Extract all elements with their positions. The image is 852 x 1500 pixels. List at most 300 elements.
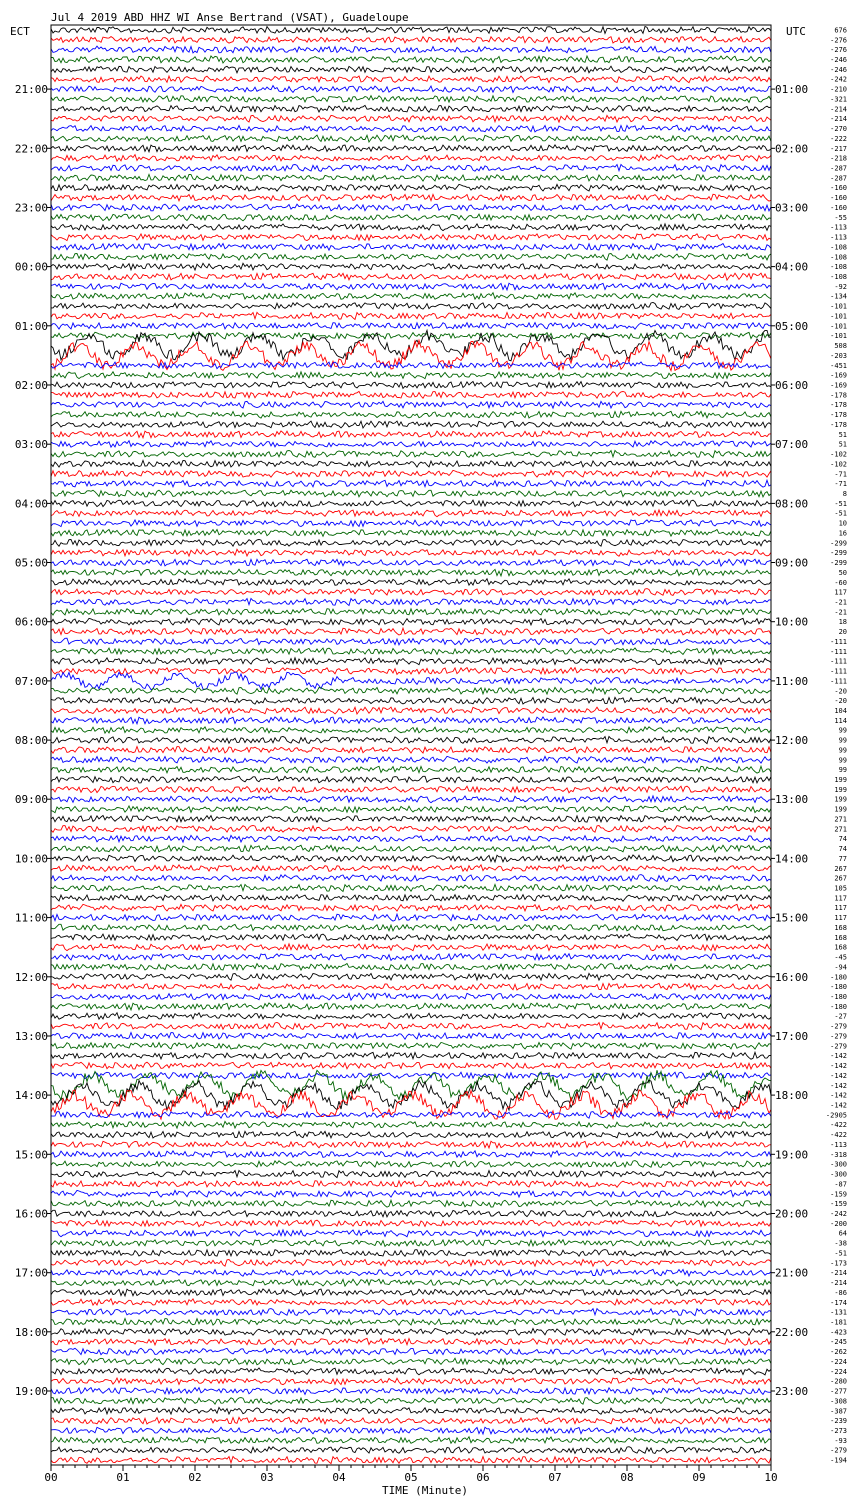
trace-offset-label: 114 [834, 716, 847, 725]
trace-offset-label: 267 [834, 864, 847, 873]
trace-line [51, 254, 771, 261]
trace-line [51, 1299, 771, 1306]
trace-line [51, 174, 771, 181]
trace-offset-label: -111 [830, 677, 847, 686]
left-hour-label: 13:00 [14, 1030, 48, 1043]
trace-offset-label: -300 [830, 1160, 847, 1169]
trace-line [51, 303, 771, 310]
trace-offset-label: -280 [830, 1377, 847, 1386]
x-tick-label: 08 [620, 1471, 634, 1484]
left-hour-label: 10:00 [14, 852, 48, 866]
trace-offset-label: -242 [830, 1210, 847, 1218]
trace-offset-label: -160 [830, 184, 847, 193]
trace-line [51, 1131, 771, 1138]
trace-line [51, 1161, 771, 1168]
trace-offset-label: -102 [830, 450, 847, 459]
trace-offset-label: 199 [834, 805, 847, 814]
trace-line [51, 1171, 771, 1178]
trace-line [51, 835, 771, 842]
trace-line [51, 964, 771, 971]
trace-offset-label: -246 [830, 65, 847, 74]
trace-line [51, 1437, 771, 1444]
trace-line [51, 460, 771, 467]
trace-line [51, 194, 771, 201]
trace-offset-label: -111 [830, 647, 847, 656]
trace-line [51, 1052, 771, 1059]
right-hour-label: 18:00 [775, 1089, 809, 1103]
trace-offset-label: 64 [838, 1229, 847, 1238]
left-hour-label: 08:00 [14, 734, 48, 748]
trace-offset-label: -142 [830, 1101, 847, 1110]
trace-offset-label: -194 [830, 1456, 847, 1465]
trace-offset-label: -113 [830, 1141, 847, 1149]
trace-line [51, 1378, 771, 1385]
trace-offset-label: 117 [834, 588, 847, 597]
trace-line [51, 135, 771, 142]
left-axis-label: ECT [10, 25, 30, 38]
right-hour-label: 08:00 [775, 497, 809, 511]
trace-line [51, 263, 771, 270]
trace-offset-label: 168 [834, 943, 847, 952]
trace-offset-label: -169 [830, 381, 847, 390]
trace-line [51, 1023, 771, 1030]
trace-line [51, 1072, 771, 1079]
trace-offset-label: -224 [830, 1357, 847, 1366]
trace-offset-label: -321 [830, 95, 847, 104]
trace-line [51, 1190, 771, 1197]
trace-line [51, 401, 771, 408]
right-hour-label: 15:00 [775, 911, 809, 925]
trace-offset-label: -111 [830, 637, 847, 646]
trace-line [51, 816, 771, 823]
trace-offset-label: -180 [830, 993, 847, 1001]
trace-line [51, 470, 771, 477]
trace-offset-label: -279 [830, 1022, 847, 1031]
trace-offset-label: 51 [838, 430, 847, 439]
trace-line [51, 1309, 771, 1316]
trace-line [51, 480, 771, 487]
left-hour-label: 11:00 [14, 911, 48, 925]
right-hour-label: 14:00 [775, 852, 809, 866]
trace-line [51, 737, 771, 744]
trace-offset-label: -86 [834, 1288, 847, 1297]
x-tick-label: 00 [44, 1471, 58, 1484]
trace-line [51, 658, 771, 665]
right-hour-label: 05:00 [775, 319, 809, 333]
trace-line [51, 145, 771, 152]
trace-offset-label: -131 [830, 1308, 847, 1317]
trace-line [51, 125, 771, 132]
right-hour-label: 17:00 [775, 1030, 809, 1043]
trace-offset-label: -178 [830, 391, 847, 400]
trace-line [51, 569, 771, 576]
trace-line [51, 155, 771, 162]
right-hour-label: 11:00 [775, 674, 809, 688]
trace-offset-label: -94 [834, 963, 847, 972]
trace-line [51, 1338, 771, 1345]
left-hour-label: 22:00 [14, 142, 48, 156]
trace-line [51, 1417, 771, 1424]
trace-offset-label: 267 [834, 874, 847, 883]
trace-line [51, 983, 771, 990]
trace-line [51, 766, 771, 773]
trace-line [51, 451, 771, 458]
trace-offset-label: -142 [830, 1062, 847, 1070]
left-hour-label: 06:00 [14, 615, 48, 629]
trace-line [51, 914, 771, 921]
left-hour-label: 18:00 [14, 1325, 48, 1339]
trace-line [51, 283, 771, 290]
trace-offset-label: -51 [834, 499, 847, 508]
trace-offset-label: -422 [830, 1121, 847, 1130]
trace-offset-label: -160 [830, 204, 847, 212]
trace-group [51, 27, 771, 1464]
trace-offset-label: -214 [830, 115, 847, 124]
trace-line [51, 1230, 771, 1237]
trace-line [51, 1447, 771, 1454]
right-hour-label: 02:00 [775, 142, 809, 156]
trace-line [51, 1220, 771, 1227]
trace-line [51, 885, 771, 892]
trace-line [51, 184, 771, 191]
trace-offset-label: -142 [830, 1052, 847, 1061]
trace-line [51, 786, 771, 793]
trace-line [51, 431, 771, 438]
trace-line [51, 1457, 771, 1464]
trace-line [51, 599, 771, 606]
trace-line [51, 520, 771, 527]
trace-line [51, 530, 771, 537]
trace-offset-label: 168 [834, 924, 847, 932]
left-hour-label: 21:00 [14, 83, 48, 97]
trace-line [51, 559, 771, 566]
left-hour-label: 07:00 [14, 674, 48, 688]
right-hour-label: 04:00 [775, 260, 809, 274]
trace-offset-label: -387 [830, 1407, 847, 1416]
trace-line [51, 944, 771, 951]
trace-offset-label: -113 [830, 233, 847, 242]
trace-offset-label: 74 [838, 835, 847, 844]
trace-offset-label: -299 [830, 539, 847, 548]
trace-offset-label: -181 [830, 1318, 847, 1327]
trace-offset-label: -2905 [825, 1111, 847, 1120]
trace-offset-label: -218 [830, 154, 847, 163]
chart-title: Jul 4 2019 ABD HHZ WI Anse Bertrand (VSAT), Guadeloupe [51, 11, 409, 24]
trace-offset-label: -101 [830, 322, 847, 331]
trace-offset-label: -180 [830, 983, 847, 992]
offset-labels [826, 26, 847, 1464]
trace-offset-label: -113 [830, 223, 847, 232]
trace-line [51, 510, 771, 517]
trace-line [51, 934, 771, 941]
trace-line [51, 618, 771, 625]
trace-offset-label: -45 [834, 953, 847, 962]
trace-offset-label: -108 [830, 243, 847, 252]
trace-offset-label: 99 [838, 766, 847, 775]
trace-line [51, 875, 771, 882]
trace-line [51, 707, 771, 714]
right-hour-label: 22:00 [775, 1325, 809, 1339]
trace-line [51, 1279, 771, 1286]
trace-offset-label: -299 [830, 559, 847, 567]
trace-line [51, 648, 771, 655]
trace-line [51, 865, 771, 872]
trace-offset-label: -102 [830, 460, 847, 469]
trace-line [51, 1260, 771, 1267]
trace-line [51, 66, 771, 73]
left-hour-label: 05:00 [14, 556, 48, 570]
trace-line [51, 776, 771, 783]
trace-line [51, 1368, 771, 1375]
trace-line [51, 391, 771, 398]
trace-line [51, 1210, 771, 1217]
trace-line [51, 382, 771, 389]
trace-offset-label: -174 [830, 1298, 847, 1307]
trace-offset-label: -262 [830, 1348, 847, 1357]
right-hour-label: 23:00 [775, 1385, 809, 1398]
trace-line [51, 1348, 771, 1355]
trace-offset-label: 74 [838, 845, 847, 854]
right-hour-label: 03:00 [775, 201, 809, 215]
trace-offset-label: -200 [830, 1219, 847, 1228]
trace-line [51, 243, 771, 250]
left-hour-label: 16:00 [14, 1207, 48, 1221]
trace-line [51, 323, 771, 330]
trace-offset-label: 271 [834, 825, 847, 834]
trace-line [51, 1181, 771, 1188]
trace-offset-label: 117 [834, 914, 847, 923]
trace-offset-label: -108 [830, 263, 847, 272]
trace-line [51, 372, 771, 379]
trace-line [51, 756, 771, 763]
trace-offset-label: -214 [830, 1279, 847, 1287]
trace-line [51, 165, 771, 172]
trace-offset-label: 271 [834, 815, 847, 824]
trace-offset-label: -20 [834, 687, 847, 696]
trace-line [51, 1398, 771, 1405]
trace-offset-label: -178 [830, 401, 847, 410]
trace-offset-label: 51 [838, 440, 847, 449]
trace-offset-label: 77 [838, 854, 847, 863]
left-hour-label: 23:00 [14, 201, 48, 215]
trace-line [51, 609, 771, 616]
trace-line [51, 224, 771, 231]
right-axis-label: UTC [786, 25, 806, 38]
trace-line [51, 1319, 771, 1326]
trace-line [51, 56, 771, 63]
x-tick-label: 04 [332, 1471, 346, 1484]
trace-line [51, 855, 771, 862]
x-tick-label: 01 [116, 1471, 130, 1484]
trace-offset-label: -246 [830, 56, 847, 64]
trace-offset-label: -270 [830, 125, 847, 134]
trace-offset-label: 105 [834, 884, 847, 893]
right-hour-label: 10:00 [775, 615, 809, 629]
trace-offset-label: -224 [830, 1367, 847, 1376]
trace-line [51, 214, 771, 221]
trace-line [51, 1250, 771, 1257]
trace-offset-label: -287 [830, 164, 847, 173]
trace-offset-label: -222 [830, 134, 847, 143]
trace-offset-label: -27 [834, 1012, 847, 1021]
x-tick-label: 02 [188, 1471, 202, 1484]
trace-offset-label: 676 [834, 26, 847, 35]
trace-offset-label: -217 [830, 144, 847, 153]
x-tick-label: 10 [764, 1471, 778, 1484]
trace-offset-label: -111 [830, 657, 847, 666]
right-hour-label: 06:00 [775, 379, 809, 392]
trace-line [51, 332, 771, 339]
trace-line [51, 96, 771, 103]
trace-offset-label: -210 [830, 85, 847, 94]
trace-offset-label: -423 [830, 1328, 847, 1337]
trace-line [51, 697, 771, 704]
left-hour-label: 19:00 [14, 1385, 48, 1398]
trace-offset-label: -214 [830, 105, 847, 114]
trace-offset-label: 199 [834, 795, 847, 804]
x-axis [44, 1465, 777, 1484]
trace-line [51, 1121, 771, 1128]
trace-line [51, 1013, 771, 1020]
trace-line [51, 806, 771, 813]
trace-offset-label: -20 [834, 697, 847, 706]
trace-line [51, 826, 771, 833]
trace-offset-label: -108 [830, 273, 847, 281]
left-hour-label: 01:00 [14, 319, 48, 333]
trace-line [51, 747, 771, 754]
trace-line [51, 1407, 771, 1414]
trace-offset-label: 99 [838, 726, 847, 735]
trace-offset-label: -21 [834, 598, 847, 607]
trace-line [51, 589, 771, 596]
x-tick-label: 07 [548, 1471, 562, 1484]
trace-line [51, 1033, 771, 1040]
trace-offset-label: 117 [834, 904, 847, 913]
trace-line [51, 954, 771, 961]
trace-line [51, 1269, 771, 1276]
trace-line [51, 579, 771, 586]
trace-offset-label: -55 [834, 213, 847, 222]
trace-offset-label: -180 [830, 1002, 847, 1011]
trace-offset-label: -451 [830, 361, 847, 370]
trace-offset-label: -71 [834, 480, 847, 489]
left-hour-label: 02:00 [14, 379, 48, 392]
trace-line [51, 204, 771, 211]
trace-offset-label: 104 [834, 707, 847, 715]
trace-line [51, 717, 771, 724]
right-hour-label: 13:00 [775, 793, 809, 807]
trace-offset-label: -169 [830, 371, 847, 380]
right-hour-label: 01:00 [775, 83, 809, 97]
trace-offset-label: -308 [830, 1397, 847, 1406]
trace-offset-label: -214 [830, 1269, 847, 1278]
trace-offset-label: -101 [830, 332, 847, 341]
x-tick-label: 09 [692, 1471, 706, 1484]
trace-offset-label: -92 [834, 282, 847, 291]
trace-offset-label: -142 [830, 1091, 847, 1100]
left-hour-label: 09:00 [14, 793, 48, 807]
trace-offset-label: 99 [838, 736, 847, 745]
x-axis-title: TIME (Minute) [381, 1484, 469, 1497]
trace-line [51, 540, 771, 547]
trace-offset-label: 199 [834, 776, 847, 784]
trace-offset-label: -245 [830, 1338, 847, 1347]
trace-line [51, 687, 771, 694]
trace-offset-label: -142 [830, 1081, 847, 1090]
trace-offset-label: -277 [830, 1387, 847, 1396]
trace-line [51, 1200, 771, 1207]
trace-offset-label: -51 [834, 509, 847, 518]
trace-line [51, 1141, 771, 1148]
left-hour-label: 17:00 [14, 1266, 48, 1280]
trace-line [51, 273, 771, 280]
trace-offset-label: -180 [830, 973, 847, 982]
trace-offset-label: -111 [830, 667, 847, 676]
trace-line [51, 1388, 771, 1395]
trace-offset-label: -101 [830, 312, 847, 321]
trace-offset-label: -178 [830, 411, 847, 420]
plot-frame [51, 25, 771, 1465]
trace-line [51, 845, 771, 852]
trace-line [51, 638, 771, 645]
trace-offset-label: 50 [838, 568, 847, 577]
trace-line [51, 441, 771, 447]
trace-line [51, 924, 771, 931]
trace-line [51, 796, 771, 803]
trace-line [51, 490, 771, 497]
trace-offset-label: 20 [838, 628, 847, 637]
x-tick-label: 03 [260, 1471, 274, 1484]
trace-offset-label: -93 [834, 1436, 847, 1445]
trace-line [51, 973, 771, 980]
trace-line [51, 1043, 771, 1050]
trace-line [51, 36, 771, 43]
trace-line [51, 1003, 771, 1010]
trace-offset-label: -159 [830, 1190, 847, 1199]
trace-offset-label: 199 [834, 785, 847, 794]
trace-offset-label: -422 [830, 1131, 847, 1140]
trace-offset-label: -276 [830, 36, 847, 45]
trace-line [51, 115, 771, 122]
trace-offset-label: 16 [838, 529, 847, 538]
right-hour-label: 12:00 [775, 734, 809, 748]
trace-offset-label: 508 [834, 342, 847, 350]
trace-line [51, 27, 771, 34]
x-tick-label: 06 [476, 1471, 490, 1484]
trace-line [51, 500, 771, 507]
trace-offset-label: -279 [830, 1042, 847, 1051]
trace-line [51, 234, 771, 241]
trace-offset-label: -108 [830, 253, 847, 262]
trace-offset-label: 10 [838, 519, 847, 528]
trace-offset-label: -142 [830, 1071, 847, 1080]
left-hour-label: 03:00 [14, 438, 48, 452]
left-hour-label: 15:00 [14, 1148, 48, 1162]
trace-offset-label: 99 [838, 756, 847, 765]
trace-line [51, 1427, 771, 1434]
trace-offset-label: -159 [830, 1200, 847, 1209]
trace-line [51, 421, 771, 428]
trace-offset-label: -318 [830, 1150, 847, 1159]
trace-line [51, 411, 771, 418]
trace-offset-label: -276 [830, 46, 847, 55]
trace-offset-label: 18 [838, 618, 847, 627]
trace-line [51, 1329, 771, 1336]
trace-offset-label: 8 [842, 490, 847, 498]
trace-offset-label: -38 [834, 1239, 847, 1248]
trace-offset-label: -203 [830, 351, 847, 360]
trace-line [51, 1289, 771, 1296]
